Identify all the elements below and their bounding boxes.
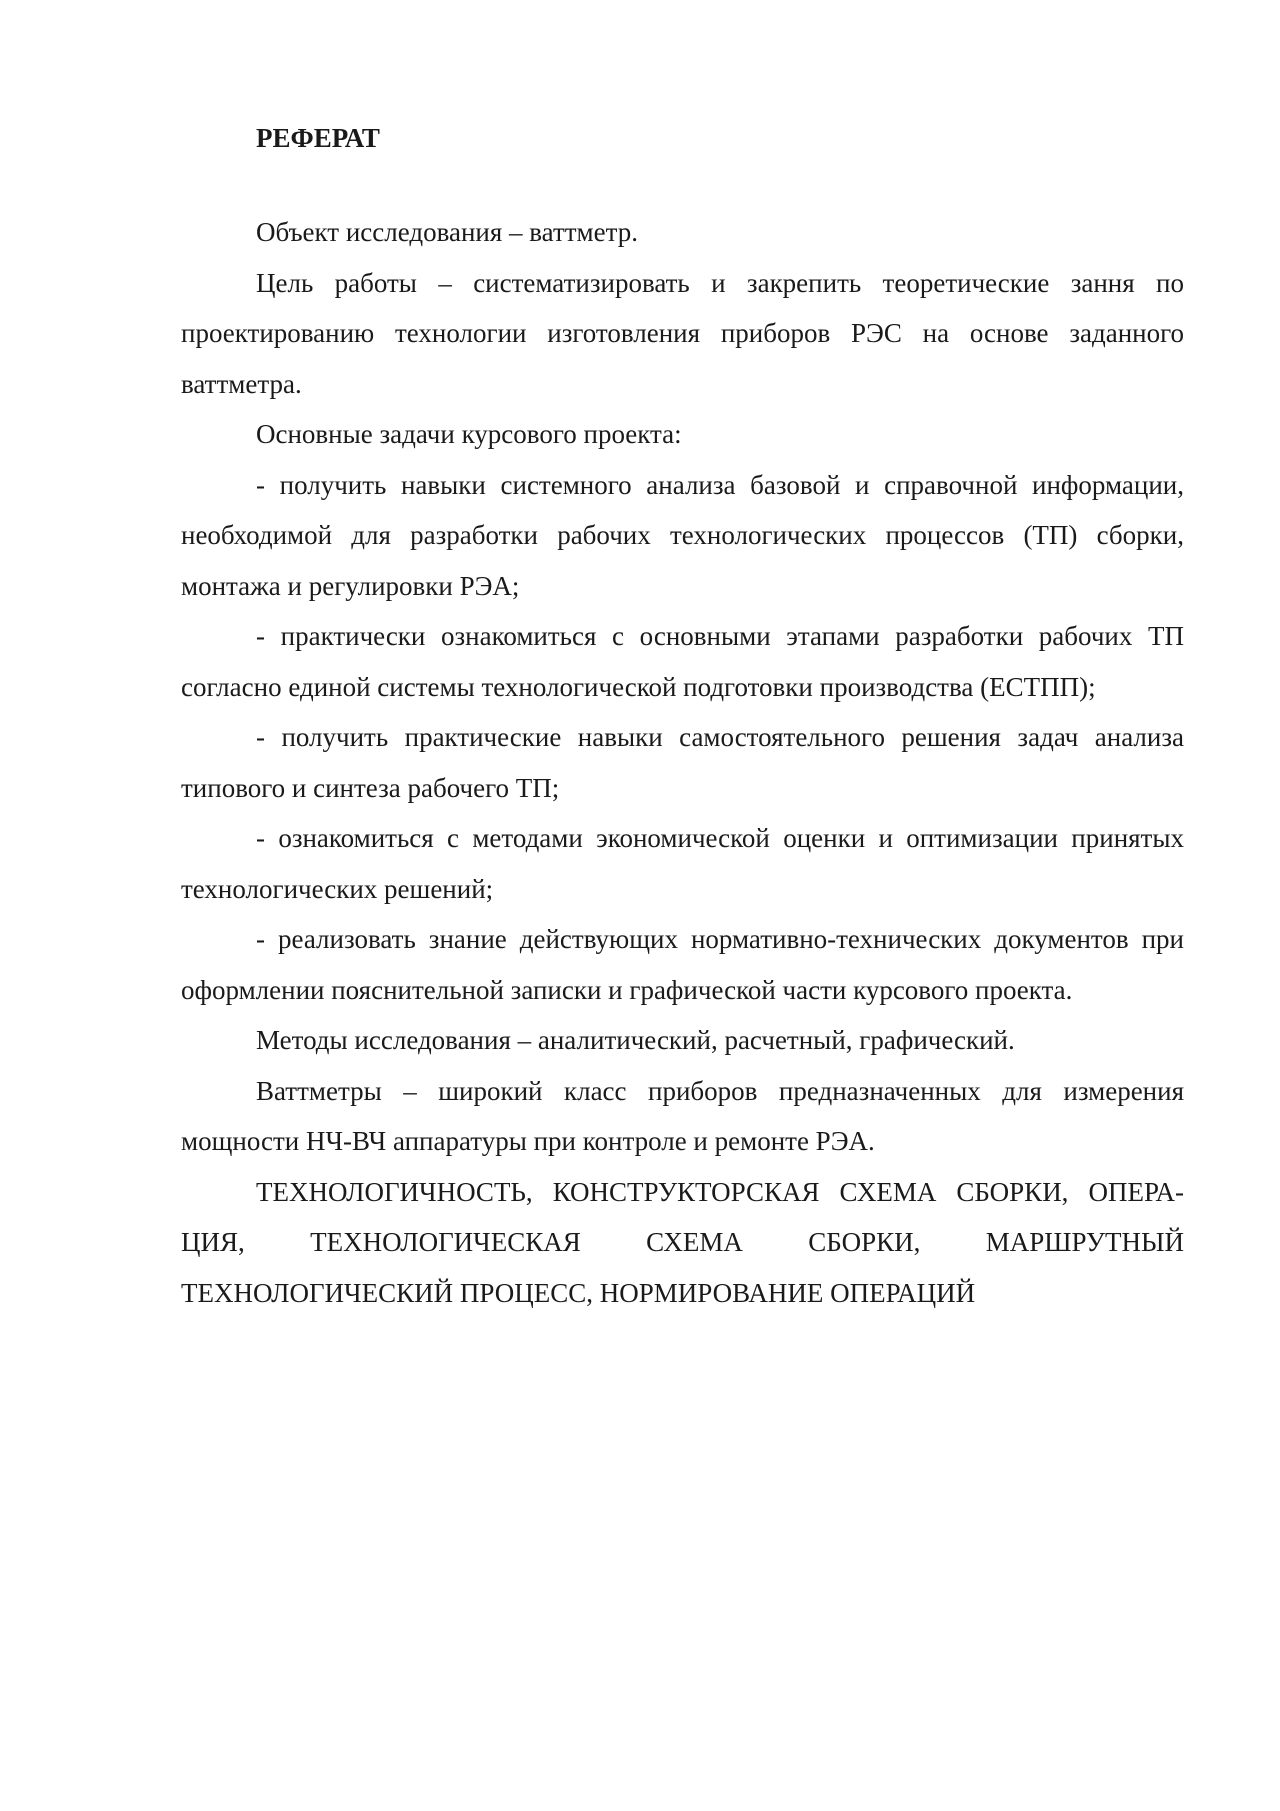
paragraph-wattmeters: Ваттметры – широкий класс приборов предназначенных для измерения мощности НЧ-ВЧ аппаратуры при контроле и ремонте РЭА.: [181, 1075, 1184, 1156]
paragraph-tasks-intro: Основные задачи курсового проекта:: [256, 419, 682, 449]
paragraph-research-methods: Методы исследования – аналитический, расчетный, графический.: [256, 1025, 1015, 1055]
list-item-task-1: - получить навыки системного анализа базовой и справочной информации, необходимой для разработки рабочих технологических процессов (ТП) сборки, монтажа и регулировки РЭА;: [181, 469, 1184, 601]
list-item-task-4: - ознакомиться с методами экономической оценки и оптимизации принятых технологических решений;: [181, 823, 1184, 904]
document-body: [181, 113, 1184, 1318]
list-item-task-5: - реализовать знание действующих нормативно-технических документов при оформлении пояснительной записки и графической части курсового проекта.: [181, 924, 1184, 1005]
paragraph-research-object: Объект исследования – ваттметр.: [256, 217, 638, 247]
list-item-task-3: - получить практические навыки самостоятельного решения задач анализа типового и синтеза рабочего ТП;: [181, 722, 1184, 803]
document-heading: РЕФЕРАТ: [256, 123, 380, 153]
list-item-task-2: - практически ознакомиться с основными этапами разработки рабочих ТП согласно единой системы технологической подготовки производства (ЕСТПП);: [181, 621, 1184, 702]
paragraph-keywords: ТЕХНОЛОГИЧНОСТЬ, КОНСТРУКТОРСКАЯ СХЕМА СБОРКИ, ОПЕРА-ЦИЯ, ТЕХНОЛОГИЧЕСКАЯ СХЕМА СБОРКИ, МАРШРУТНЫЙ ТЕХНОЛОГИЧЕСКИЙ ПРОЦЕСС, НОРМИРОВАНИЕ ОПЕРАЦИЙ: [181, 1176, 1184, 1308]
paragraph-work-goal: Цель работы – систематизировать и закрепить теоретические зання по проектированию технологии изготовления приборов РЭС на основе заданного ваттметра.: [181, 267, 1184, 399]
